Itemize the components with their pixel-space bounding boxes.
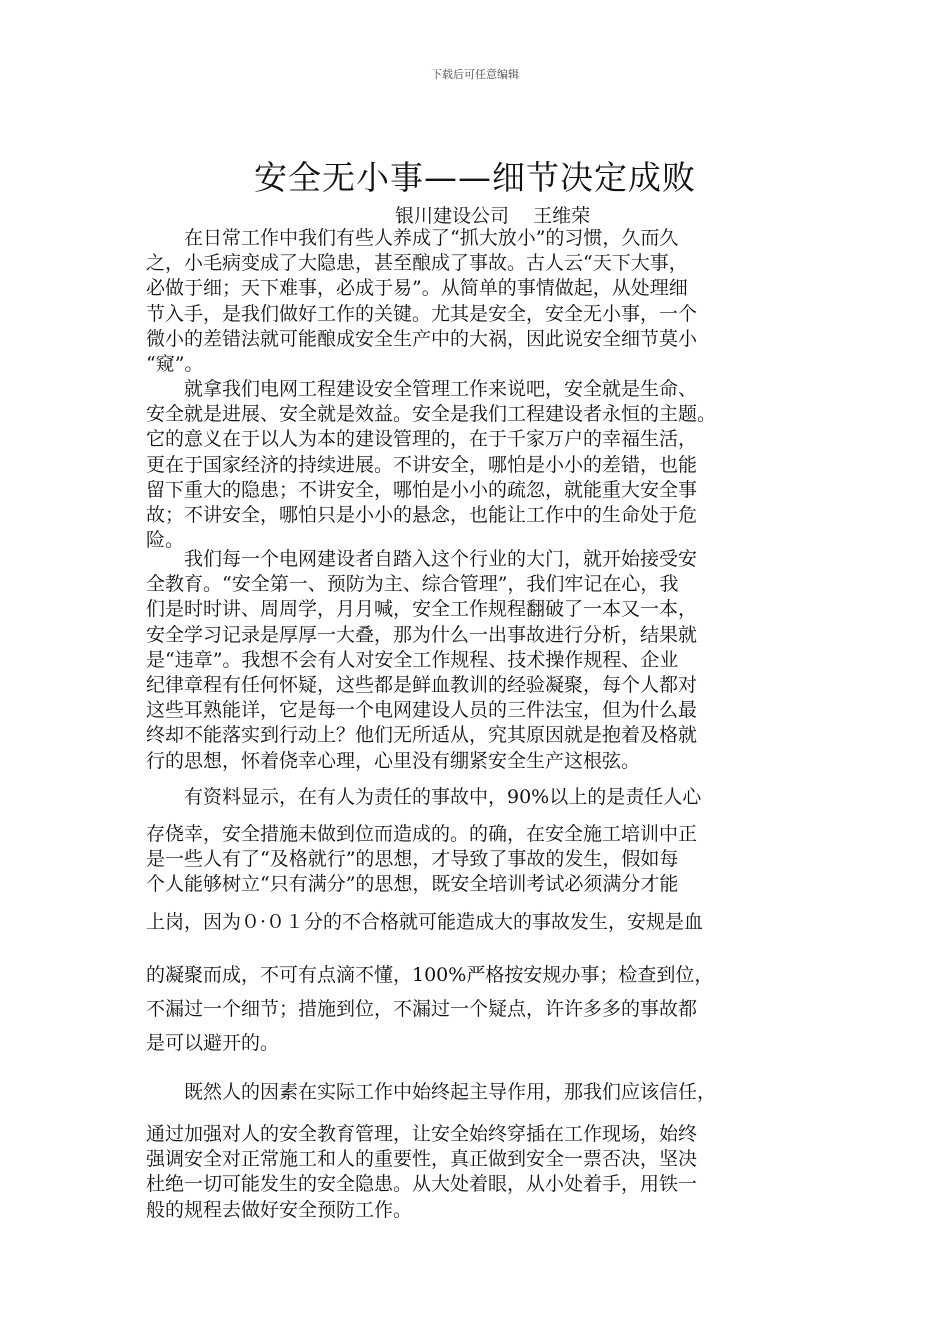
text-line: 纪律章程有任何怀疑，这些都是鲜血教训的经验凝聚，每个人都对: [146, 674, 698, 697]
paragraph-3: [146, 547, 818, 774]
text-line: 之，小毛病变成了大隐患，甚至酿成了事故。古人云“天下大事，: [146, 252, 688, 275]
paragraph-5-first-line: [146, 1080, 818, 1105]
text-line: 它的意义在于以人为本的建设管理的，在于千家万户的幸福生活，: [146, 428, 698, 451]
text-line: 安全就是进展、安全就是效益。安全是我们工程建设者永恒的主题。: [146, 403, 717, 426]
text-line: 强调安全对正常施工和人的重要性，真正做到安全一票否决，坚决: [146, 1148, 698, 1171]
text-line: 这些耳熟能详，它是每一个电网建设人员的三件法宝，但为什么最: [146, 699, 698, 722]
text-line: 行的思想，怀着侥幸心理，心里没有绷紧安全生产这根弦。: [146, 749, 641, 772]
text-line: 上岗，因为０·０１分的不合格就可能造成大的事故发生，安规是血: [146, 911, 704, 933]
text-line: 留下重大的隐患；不讲安全，哪怕是小小的疏忽，就能重大安全事: [146, 478, 698, 501]
text-line: 在日常工作中我们有些人养成了“抓大放小”的习惯，久而久: [146, 227, 679, 249]
paragraph-2: [146, 377, 818, 553]
author-byline: 银川建设公司 王维荣: [395, 205, 591, 227]
text-line: 们是时时讲、周周学，月月喊，安全工作规程翻破了一本又一本，: [146, 598, 698, 621]
paragraph-4-middle: [146, 822, 818, 898]
text-line: 通过加强对人的安全教育管理，让安全始终穿插在工作现场，始终: [146, 1123, 698, 1145]
text-line: 故；不讲安全，哪怕只是小小的悬念，也能让工作中的生命处于危: [146, 504, 698, 527]
text-line: 是可以避开的。: [146, 1032, 280, 1054]
text-line: 的凝聚而成，不可有点滴不懂，100%严格按安规办事；检查到位，: [146, 964, 714, 986]
text-line: 般的规程去做好安全预防工作。: [146, 1198, 413, 1221]
text-line: “窥”。: [146, 353, 204, 376]
text-line: 既然人的因素在实际工作中始终起主导作用，那我们应该信任，: [146, 1081, 717, 1103]
text-line: 节入手，是我们做好工作的关键。尤其是安全，安全无小事，一个: [146, 302, 698, 325]
text-line: 有资料显示，在有人为责任的事故中，90%以上的是责任人心: [146, 786, 702, 808]
text-line: 安全学习记录是厚厚一大叠，那为什么一出事故进行分析，结果就: [146, 623, 698, 646]
text-line: 杜绝一切可能发生的安全隐患。从大处着眼，从小处着手，用铁一: [146, 1173, 698, 1196]
text-line: 存侥幸，安全措施未做到位而造成的。的确，在安全施工培训中正: [146, 823, 698, 845]
text-line: 终却不能落实到行动上？他们无所适从，究其原因就是抱着及格就: [146, 724, 698, 747]
text-line: 是“违章”。我想不会有人对安全工作规程、技术操作规程、企业: [146, 648, 679, 671]
text-line: 个人能够树立“只有满分”的思想，既安全培训考试必须满分才能: [146, 873, 679, 896]
text-line: 全教育。“安全第一、预防为主、综合管理”，我们牢记在心，我: [146, 573, 679, 596]
text-line: 是一些人有了“及格就行”的思想，才导致了事故的发生，假如每: [146, 848, 679, 871]
text-line: 险。: [146, 529, 185, 552]
paragraph-4-tail: [146, 958, 818, 1060]
text-line: 就拿我们电网工程建设安全管理工作来说吧，安全就是生命、: [146, 378, 698, 400]
text-line: 更在于国家经济的持续进展。不讲安全，哪怕是小小的差错，也能: [146, 453, 698, 476]
text-line: 微小的差错法就可能酿成安全生产中的大祸，因此说安全细节莫小: [146, 327, 698, 350]
text-line: 我们每一个电网建设者自踏入这个行业的大门，就开始接受安: [146, 548, 698, 570]
paragraph-1: [146, 226, 818, 377]
paragraph-5-rest: [146, 1122, 818, 1223]
article-title: 安全无小事——细节决定成败: [254, 158, 696, 197]
paragraph-4-line-5: [146, 910, 818, 935]
text-line: 必做于细；天下难事，必成于易”。从简单的事情做起，从处理细: [146, 277, 688, 300]
paragraph-4-first-line: [146, 785, 818, 810]
page-header-note: 下载后可任意编辑: [431, 68, 519, 81]
text-line: 不漏过一个细节；措施到位，不漏过一个疑点，许许多多的事故都: [146, 998, 698, 1020]
